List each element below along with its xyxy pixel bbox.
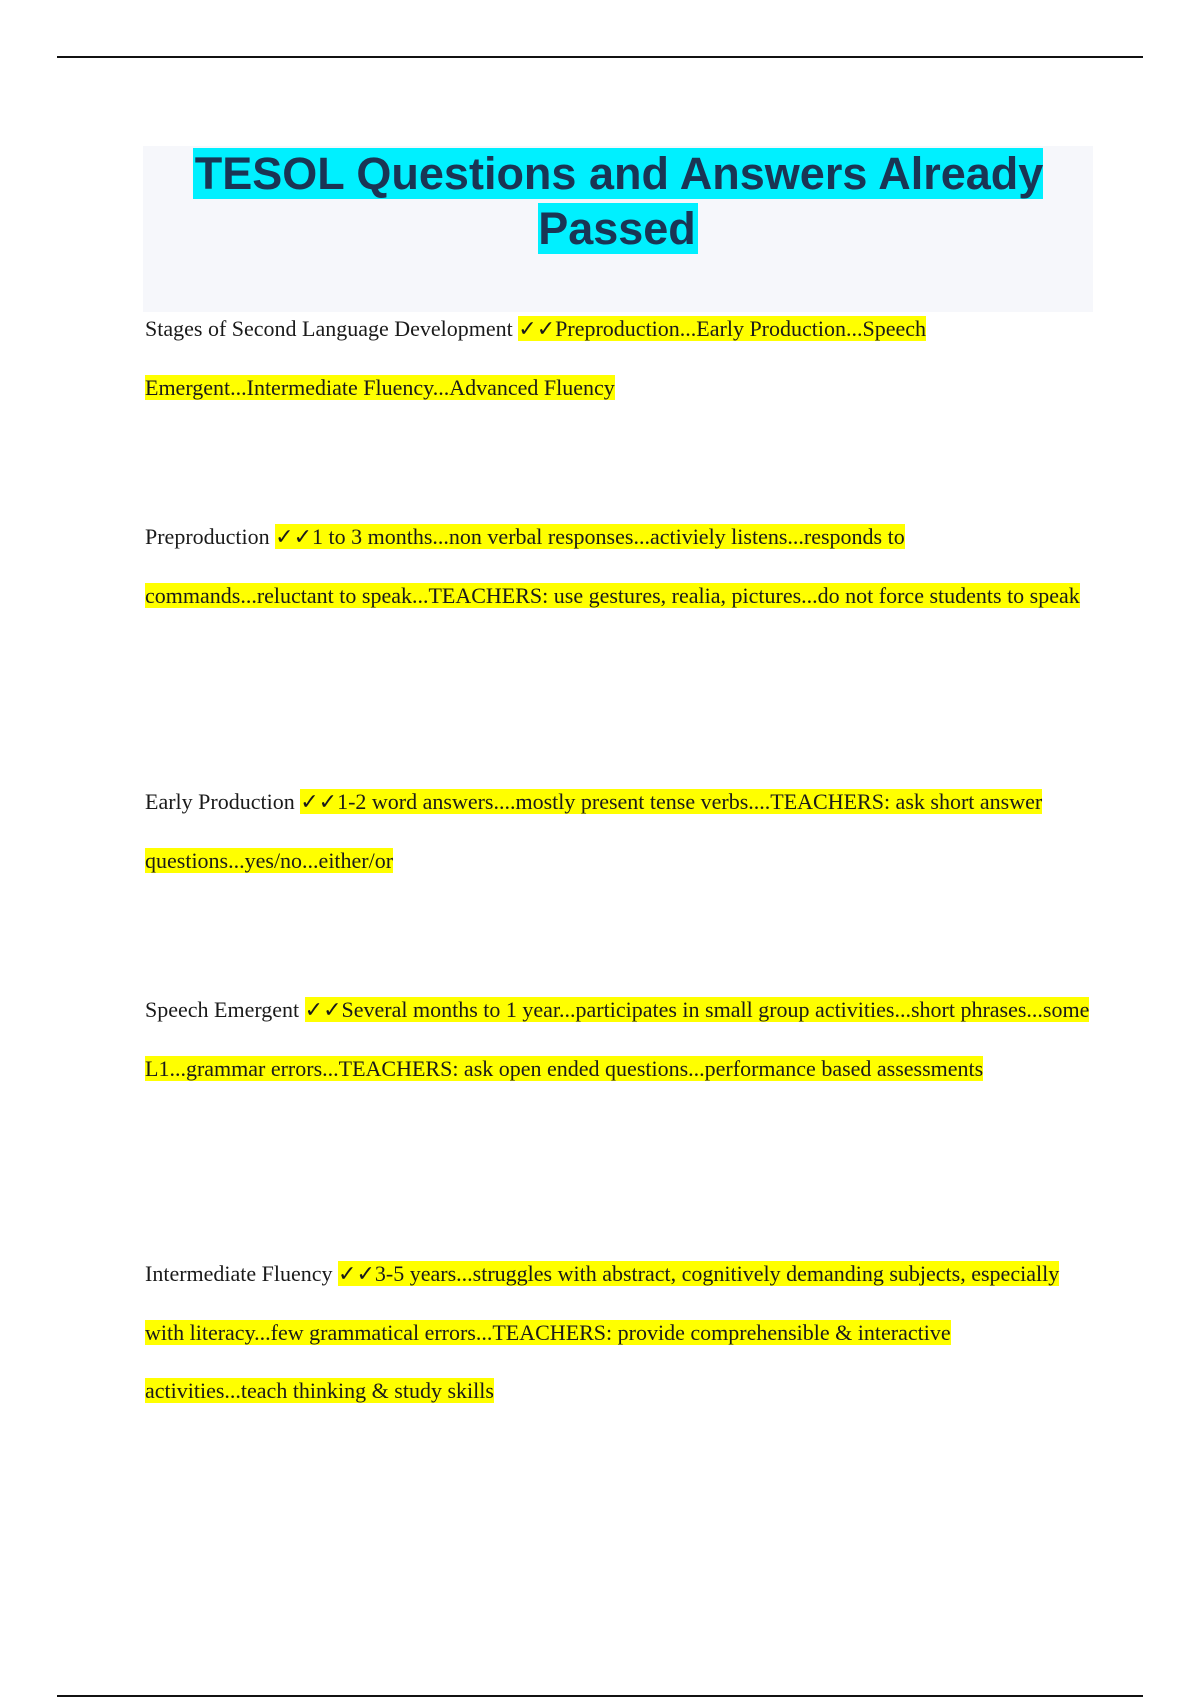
qa-answer: 1 to 3 months...non verbal responses...activiely listens...responds to commands...reluctant to speak...TEACHERS: use gestures, realia, pictures...do not force students to speak [145,524,1080,608]
double-check-icon: ✓✓ [518,317,556,342]
qa-answer: 3-5 years...struggles with abstract, cognitively demanding subjects, especially with literacy...few grammatical errors...TEACHERS: provide comprehensible & interactive activities...teach thinking & study skills [145,1261,1060,1403]
qa-item [145,773,1095,890]
qa-item [145,300,1095,417]
header-rule [57,56,1143,58]
double-check-icon: ✓✓ [300,790,338,815]
footer-rule [57,1695,1143,1697]
qa-term: Early Production [145,789,295,814]
qa-term: Stages of Second Language Development [145,316,513,341]
qa-item [145,981,1095,1098]
document-title [143,146,1093,256]
qa-item [145,1245,1095,1420]
qa-item [145,508,1095,625]
double-check-icon: ✓✓ [275,525,313,550]
double-check-icon: ✓✓ [304,998,342,1023]
title-block [143,146,1093,312]
qa-term: Speech Emergent [145,997,300,1022]
qa-answer: Several months to 1 year...participates in small group activities...short phrases...some L1...grammar errors...TEACHERS: ask open ended questions...performance based assessments [145,997,1090,1081]
qa-answer: 1-2 word answers....mostly present tense verbs....TEACHERS: ask short answer questions...yes/no...either/or [145,789,1043,873]
double-check-icon: ✓✓ [338,1262,375,1287]
qa-term: Preproduction [145,524,270,549]
qa-term: Intermediate Fluency [145,1261,333,1286]
qa-answer-highlight [145,524,1080,608]
qa-answer: Preproduction...Early Production...Speech Emergent...Intermediate Fluency...Advanced Fluency [145,316,927,400]
document-title-text: TESOL Questions and Answers Already Passed [194,148,1044,254]
